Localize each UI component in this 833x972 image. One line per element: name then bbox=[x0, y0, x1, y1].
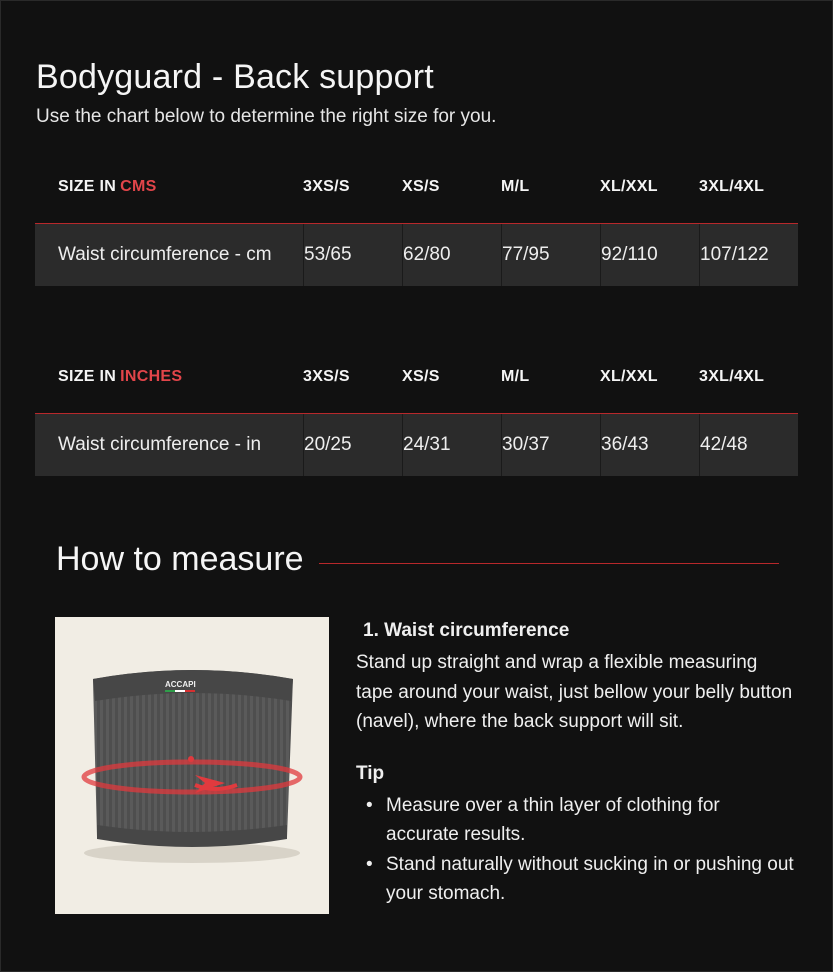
size-table-inches bbox=[35, 341, 798, 476]
list-item: • Stand naturally without sucking in or pushing out your stomach. bbox=[356, 850, 796, 909]
column-header: XS/S bbox=[402, 368, 440, 385]
table-cell: 53/65 bbox=[303, 224, 352, 286]
table-header-row bbox=[35, 341, 798, 414]
size-prefix: SIZE IN bbox=[58, 178, 117, 195]
list-item: • Measure over a thin layer of clothing for accurate results. bbox=[356, 791, 796, 850]
tip-list bbox=[356, 791, 796, 909]
size-prefix: SIZE IN bbox=[58, 368, 117, 385]
row-label: Waist circumference - cm bbox=[58, 244, 272, 265]
column-header: M/L bbox=[501, 368, 530, 385]
page-title: Bodyguard - Back support bbox=[36, 58, 434, 96]
column-header: 3XL/4XL bbox=[699, 368, 765, 385]
table-cell: 107/122 bbox=[699, 224, 769, 286]
tip-title: Tip bbox=[356, 762, 385, 784]
step-text: Stand up straight and wrap a flexible measuring tape around your waist, just bellow your belly button (navel), where the back support will sit. bbox=[356, 652, 793, 732]
table-cell: 20/25 bbox=[303, 414, 352, 476]
section-title: How to measure bbox=[56, 540, 304, 578]
step-title: 1. Waist circumference bbox=[363, 620, 570, 641]
table-cell: 62/80 bbox=[402, 224, 451, 286]
back-support-illustration bbox=[55, 617, 329, 914]
product-brand-text: ACCAPI bbox=[165, 680, 196, 689]
table-cell: 36/43 bbox=[600, 414, 649, 476]
size-unit: CMS bbox=[120, 178, 157, 195]
column-header: XS/S bbox=[402, 178, 440, 195]
column-header: XL/XXL bbox=[600, 368, 658, 385]
table-cell: 77/95 bbox=[501, 224, 550, 286]
table-cell: 42/48 bbox=[699, 414, 748, 476]
column-header: 3XS/S bbox=[303, 178, 350, 195]
table-cell: 24/31 bbox=[402, 414, 451, 476]
section-divider bbox=[319, 563, 779, 564]
table-row bbox=[35, 414, 798, 476]
row-label: Waist circumference - in bbox=[58, 434, 262, 455]
size-unit: INCHES bbox=[120, 368, 183, 385]
table-header-row bbox=[35, 151, 798, 224]
table-cell: 92/110 bbox=[600, 224, 658, 286]
column-header: M/L bbox=[501, 178, 530, 195]
product-image bbox=[55, 617, 329, 914]
size-table-cm bbox=[35, 151, 798, 286]
column-header: XL/XXL bbox=[600, 178, 658, 195]
column-header: 3XL/4XL bbox=[699, 178, 765, 195]
size-unit-heading bbox=[58, 151, 157, 223]
table-cell: 30/37 bbox=[501, 414, 550, 476]
page-subtitle: Use the chart below to determine the right size for you. bbox=[36, 106, 497, 127]
measure-instructions bbox=[356, 620, 796, 909]
size-unit-heading bbox=[58, 341, 182, 413]
column-header: 3XS/S bbox=[303, 368, 350, 385]
table-row bbox=[35, 224, 798, 286]
